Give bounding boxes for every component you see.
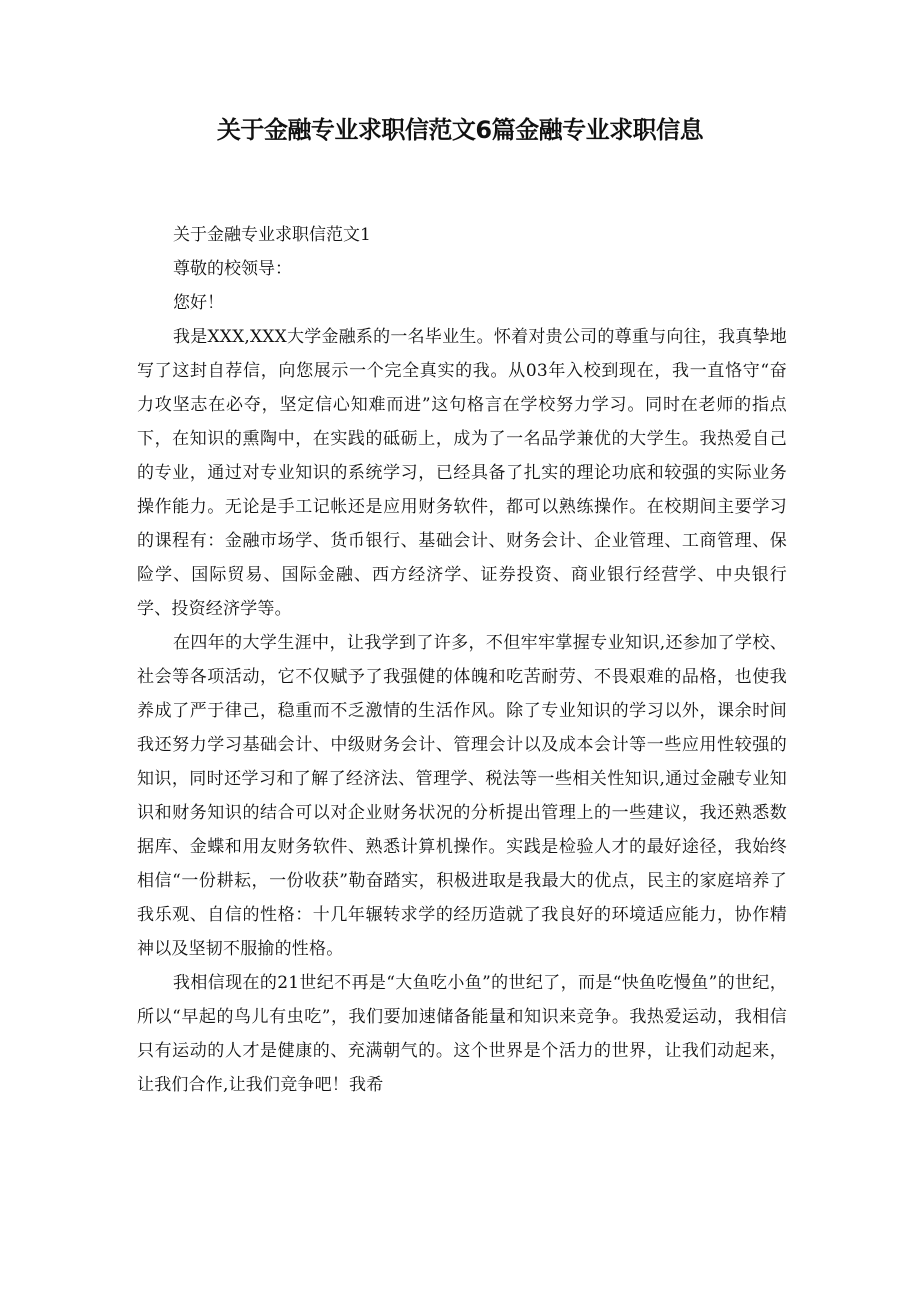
section-heading: 关于金融专业求职信范文1	[173, 225, 371, 245]
paragraph-university-life: 在四年的大学生涯中，让我学到了许多，不但牢牢掌握专业知识,还参加了学校、社会等各项活动，它不仅赋予了我强健的体魄和吃苦耐劳、不畏艰难的品格，也使我养成了严于律己，稳重而不乏激情的生活作风。除了专业知识的学习以外，课余时间我还努力学习基础会计、中级财务会计、管理会计以及成本会计等一些应用性较强的知识，同时还学习和了解了经济法、管理学、税法等一些相关性知识,通过金融专业知识和财务知识的结合可以对企业财务状况的分析提出管理上的一些建议，我还熟悉数据库、金蝶和用友财务软件、熟悉计算机操作。实践是检验人才的最好途径，我始终相信“一份耕耘，一份收获”勒奋踏实，积极进取是我最大的优点，民主的家庭培养了我乐观、自信的性格：十几年辗转求学的经历造就了我良好的环境适应能力，协作精神以及坚韧不服揄的性格。	[137, 633, 787, 959]
paragraph-introduction: 我是XXX,XXX大学金融系的一名毕业生。怀着对贵公司的尊重与向往，我真挚地写了这封自荐信，向您展示一个完全真实的我。从03年入校到现在，我一直恪守“奋力攻坚志在必夺，坚定信心知难而进”这句格言在学校努力学习。同时在老师的指点下，在知识的熏陶中，在实践的砥砺上，成为了一名品学兼优的大学生。我热爱自己的专业，通过对专业知识的系统学习，已经具备了扎实的理论功底和较强的实际业务操作能力。无论是手工记帐还是应用财务软件，都可以熟练操作。在校期间主要学习的课程有：金融市场学、货币银行、基础会计、财务会计、企业管理、工商管理、保险学、国际贸易、国际金融、西方经济学、证券投资、商业银行经营学、中央银行学、投资经济学等。	[137, 327, 787, 619]
salutation: 尊敬的校领导：	[173, 259, 292, 279]
greeting: 您好！	[173, 293, 224, 313]
paragraph-competition: 我相信现在的21世纪不再是“大鱼吃小鱼”的世纪了，而是“快鱼吃慢鱼”的世纪，所以“早起的鸟儿有虫吃”，我们要加速储备能量和知识来竞争。我热爱运动，我相信只有运动的人才是健康的、充满朝气的。这个世界是个活力的世界，让我们动起来，让我们合作,让我们竞争吧！我希	[137, 973, 787, 1095]
document-body	[137, 218, 787, 1102]
document-title: 关于金融专业求职信范文6篇金融专业求职信息	[216, 116, 704, 144]
